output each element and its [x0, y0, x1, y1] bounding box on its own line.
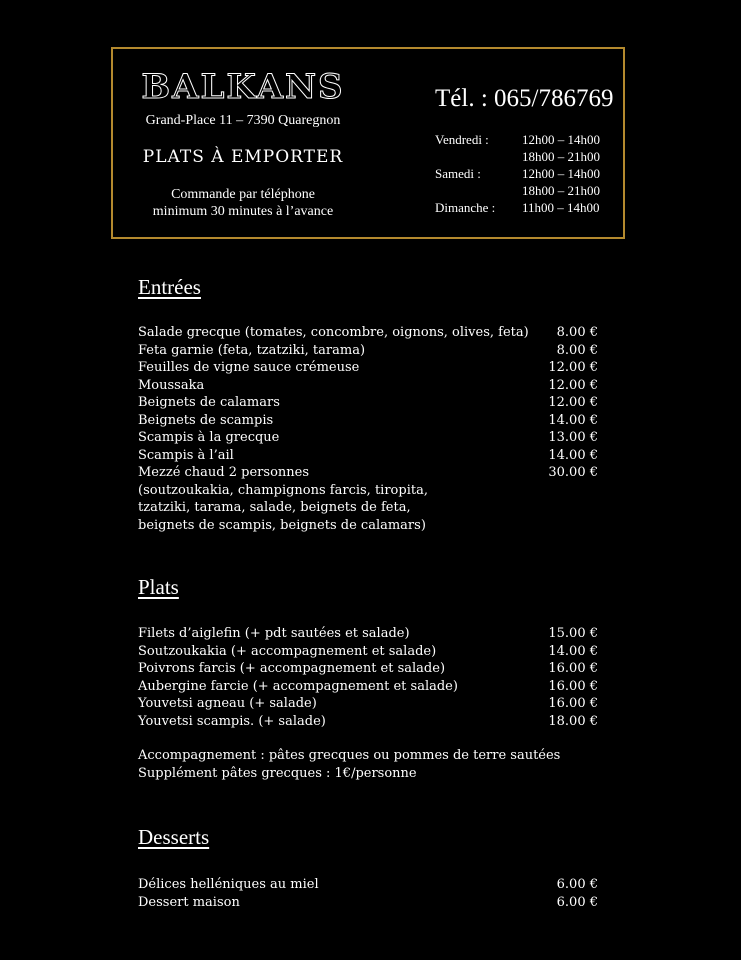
takeaway-heading: PLATS À EMPORTER: [142, 147, 344, 167]
item-price: 16.00 €: [548, 661, 598, 676]
hours-row: [435, 199, 622, 216]
hours-day: [435, 148, 522, 165]
restaurant-name: BALKANS: [141, 67, 345, 107]
menu-item: [138, 678, 598, 696]
menu-item: [138, 464, 598, 482]
item-price: 12.00 €: [548, 360, 598, 375]
item-price: 30.00 €: [548, 465, 598, 480]
item-name: Moussaka: [138, 377, 205, 393]
restaurant-address: Grand-Place 11 – 7390 Quaregnon: [145, 113, 341, 128]
item-price: 14.00 €: [548, 643, 598, 659]
menu-item: [138, 377, 598, 395]
mezze-details-line: (soutzoukakia, champignons farcis, tiropita,: [138, 482, 428, 498]
item-name: Feuilles de vigne sauce crémeuse: [138, 360, 360, 375]
plats-list: [138, 625, 598, 782]
order-info-line2: minimum 30 minutes à l’avance: [152, 204, 334, 219]
menu-item: [138, 394, 598, 412]
item-name: Feta garnie (feta, tzatziki, tarama): [138, 342, 366, 358]
item-price: 8.00 €: [556, 342, 598, 358]
hours-day: [435, 182, 522, 199]
hours-time: 12h00 – 14h00: [522, 166, 600, 181]
menu-item: [138, 894, 598, 912]
item-price: 6.00 €: [556, 894, 598, 910]
section-title-plats: Plats: [138, 575, 179, 599]
hours-day: Dimanche :: [435, 200, 496, 215]
item-name: Filets d’aiglefin (+ pdt sautées et salade): [138, 626, 410, 641]
item-name: Youvetsi agneau (+ salade): [138, 696, 317, 711]
order-info-line1: Commande par téléphone: [171, 187, 315, 202]
item-name: Scampis à l’ail: [138, 447, 234, 463]
item-price: 14.00 €: [548, 412, 598, 428]
menu-item: [138, 713, 598, 731]
desserts-list: [138, 876, 598, 911]
section-title-desserts: Desserts: [138, 825, 210, 849]
supplement-note: Supplément pâtes grecques : 1€/personne: [138, 765, 417, 781]
item-name: Scampis à la grecque: [138, 430, 280, 445]
item-name: Beignets de calamars: [138, 395, 280, 410]
item-name: Soutzoukakia (+ accompagnement et salade): [138, 643, 437, 659]
menu-item: [138, 447, 598, 465]
menu-item: [138, 695, 598, 713]
mezze-details-line: beignets de scampis, beignets de calamars): [138, 517, 426, 533]
item-price: 6.00 €: [556, 877, 598, 892]
item-price: 13.00 €: [548, 430, 598, 445]
mezze-details-line: tzatziki, tarama, salade, beignets de feta,: [138, 500, 411, 515]
item-name: Salade grecque (tomates, concombre, oignons, olives, feta): [138, 325, 529, 340]
item-name: Poivrons farcis (+ accompagnement et salade): [138, 661, 446, 676]
menu-item: [138, 643, 598, 661]
item-price: 18.00 €: [548, 713, 598, 729]
item-name: Aubergine farcie (+ accompagnement et salade): [138, 678, 458, 694]
item-price: 12.00 €: [548, 377, 598, 393]
opening-hours: [435, 131, 622, 216]
item-price: 15.00 €: [548, 626, 598, 641]
hours-day: Samedi :: [435, 166, 481, 181]
menu-item: [138, 876, 598, 894]
item-name: Mezzé chaud 2 personnes: [138, 465, 309, 480]
phone-number: Tél. : 065/786769: [435, 85, 614, 112]
hours-time: 18h00 – 21h00: [522, 183, 600, 198]
hours-time: 11h00 – 14h00: [522, 200, 600, 215]
menu-item: [138, 412, 598, 430]
item-price: 12.00 €: [548, 395, 598, 410]
accompaniment-note: Accompagnement : pâtes grecques ou pommes de terre sautées: [138, 748, 561, 763]
hours-time: 18h00 – 21h00: [522, 149, 600, 164]
header-box: [111, 47, 625, 239]
item-name: Délices helléniques au miel: [138, 877, 319, 892]
item-price: 14.00 €: [548, 447, 598, 463]
menu-item: [138, 342, 598, 360]
menu-item: [138, 660, 598, 678]
menu-item: [138, 324, 598, 342]
entrees-list: [138, 324, 598, 534]
item-price: 8.00 €: [556, 325, 598, 340]
hours-row: [435, 182, 622, 199]
hours-row: [435, 165, 622, 182]
hours-row: [435, 148, 622, 165]
item-price: 16.00 €: [548, 678, 598, 694]
item-name: Youvetsi scampis. (+ salade): [138, 713, 326, 729]
item-name: Beignets de scampis: [138, 412, 274, 428]
menu-item: [138, 625, 598, 643]
menu-item: [138, 359, 598, 377]
item-price: 16.00 €: [548, 696, 598, 711]
hours-row: [435, 131, 622, 148]
hours-time: 12h00 – 14h00: [522, 132, 600, 147]
menu-item: [138, 429, 598, 447]
section-title-entrees: Entrées: [138, 275, 201, 299]
item-name: Dessert maison: [138, 894, 240, 910]
hours-day: Vendredi :: [435, 132, 489, 147]
